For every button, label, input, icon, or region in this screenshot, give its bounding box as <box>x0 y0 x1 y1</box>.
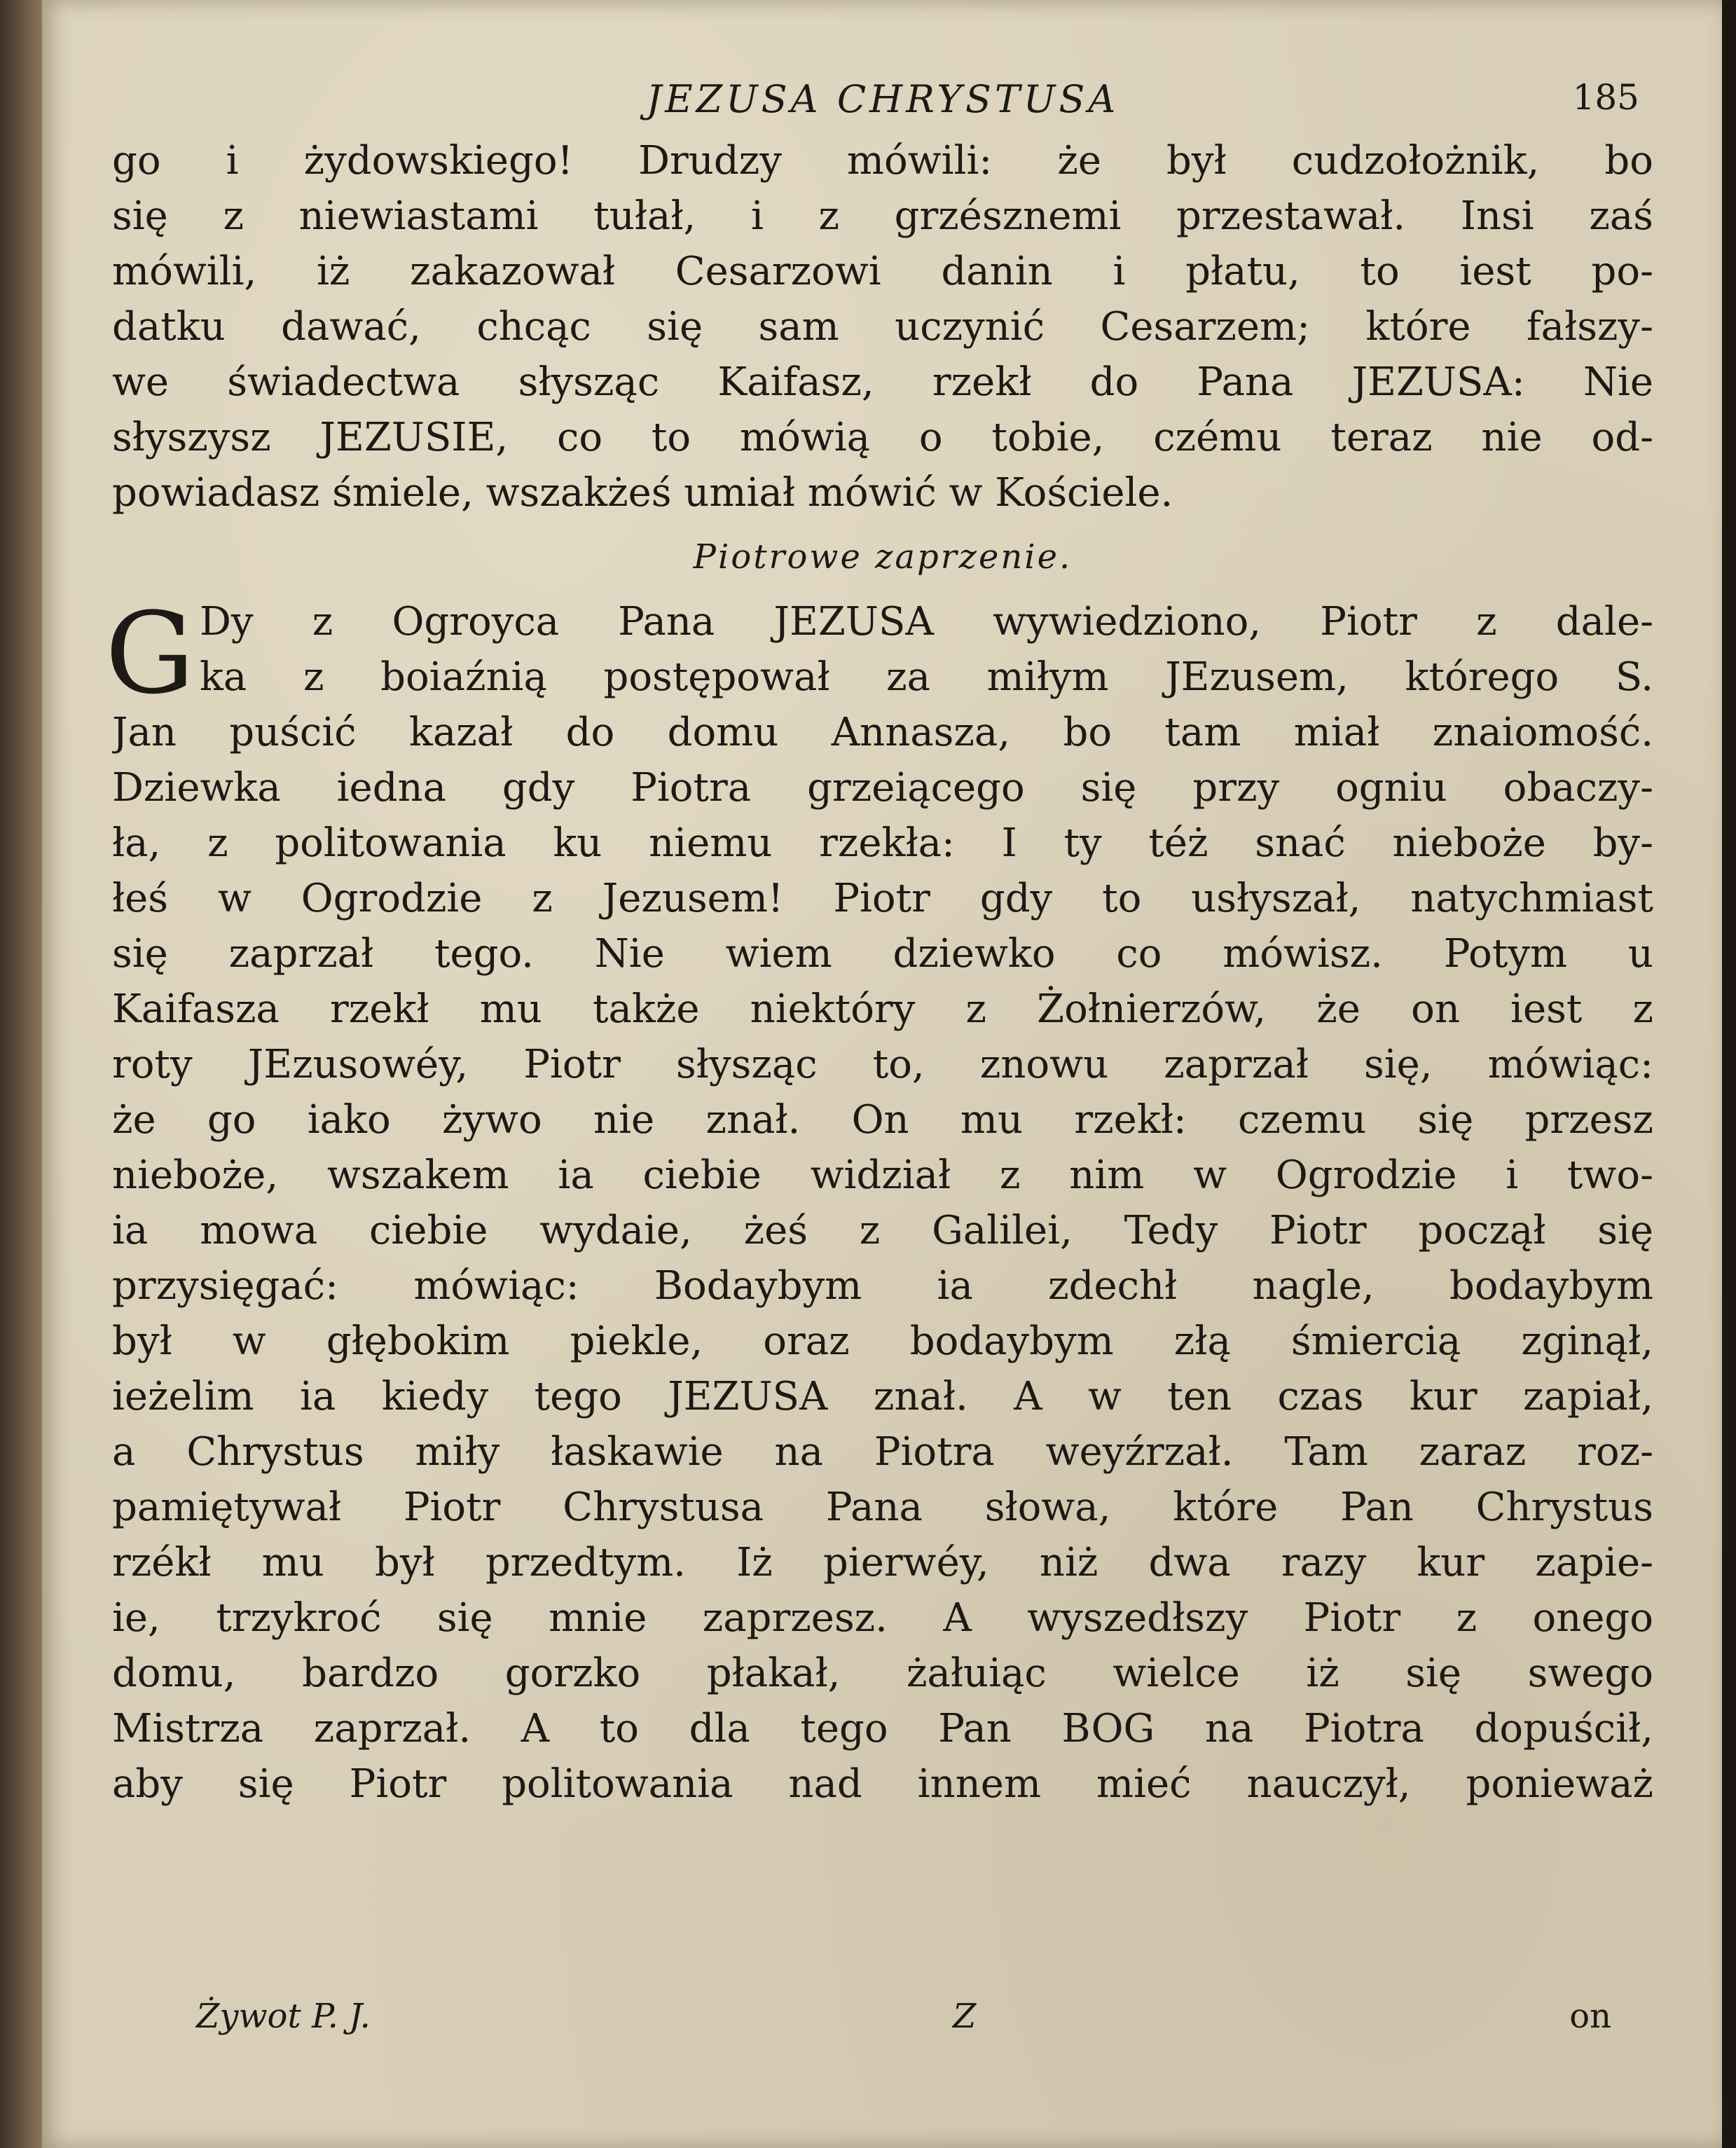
text-line: przysięgać: mówiąc: Bodaybym ia zdechł nagle, bodaybym <box>112 1263 1653 1309</box>
book-page <box>42 0 1722 2148</box>
text-line: ie, trzykroć się mnie zaprzesz. A wyszedłszy Piotr z onego <box>112 1595 1653 1641</box>
gathering-mark: Z <box>953 1997 977 2036</box>
drop-capital: G <box>105 588 195 719</box>
text-line: ka z boiaźnią postępował za miłym JEzusem, którego S. <box>200 654 1653 700</box>
scan-edge <box>1722 0 1736 2148</box>
book-gutter <box>0 0 42 2148</box>
text-line: ieżelim ia kiedy tego JEZUSA znał. A w ten czas kur zapiał, <box>112 1374 1653 1419</box>
text-line: go i żydowskiego! Drudzy mówili: że był cudzołożnik, bo <box>112 138 1653 184</box>
text-line: się z niewiastami tułał, i z grzésznemi przestawał. Insi zaś <box>112 193 1653 239</box>
text-line: we świadectwa słysząc Kaifasz, rzekł do Pana JEZUSA: Nie <box>112 359 1653 405</box>
text-line: że go iako żywo nie znał. On mu rzekł: czemu się przesz <box>112 1097 1653 1143</box>
catchword: on <box>1569 1997 1611 2036</box>
text-line: ła, z politowania ku niemu rzekła: I ty téż snać nieboże by- <box>112 820 1653 866</box>
text-line: datku dawać, chcąc się sam uczynić Cesarzem; które fałszy- <box>112 304 1653 350</box>
text-line: mówili, iż zakazował Cesarzowi danin i płatu, to iest po- <box>112 249 1653 294</box>
text-line: Dziewka iedna gdy Piotra grzeiącego się przy ogniu obaczy- <box>112 765 1653 811</box>
dropcap-line <box>112 649 1653 705</box>
text-line: ia mowa ciebie wydaie, żeś z Galilei, Tedy Piotr począł się <box>112 1208 1653 1253</box>
text-line: Mistrza zaprzał. A to dla tego Pan BOG na Piotra dopuścił, <box>112 1706 1653 1751</box>
section-title: Piotrowe zaprzenie. <box>693 537 1073 577</box>
text-line: a Chrystus miły łaskawie na Piotra weyźrzał. Tam zaraz roz- <box>112 1429 1653 1475</box>
paragraph-2 <box>105 588 1653 1812</box>
text-line: Jan puścić kazał do domu Annasza, bo tam miał znaiomość. <box>112 710 1653 755</box>
text-line: łeś w Ogrodzie z Jezusem! Piotr gdy to usłyszał, natychmiast <box>112 876 1653 921</box>
page-footer <box>112 1997 1653 2046</box>
text-line: Dy z Ogroyca Pana JEZUSA wywiedziono, Piotr z dale- <box>200 599 1653 645</box>
signature-mark: Żywot P. J. <box>196 1997 371 2036</box>
text-line: Kaifasza rzekł mu także niektóry z Żołnierzów, że on iest z <box>112 986 1653 1032</box>
text-line: się zaprzał tego. Nie wiem dziewko co mówisz. Potym u <box>112 931 1653 977</box>
text-line: powiadasz śmiele, wszakżeś umiał mówić w Kościele. <box>112 470 1173 516</box>
page-text <box>105 133 1653 1812</box>
text-line: domu, bardzo gorzko płakał, żałuiąc wielce iż się swego <box>112 1651 1653 1696</box>
text-line: nieboże, wszakem ia ciebie widział z nim w Ogrodzie i two- <box>112 1152 1653 1198</box>
text-line: słyszysz JEZUSIE, co to mówią o tobie, czému teraz nie od- <box>112 415 1653 460</box>
text-line: był w głębokim piekle, oraz bodaybym złą śmiercią zginął, <box>112 1319 1653 1364</box>
paragraph-1 <box>112 133 1653 521</box>
page-header <box>112 70 1653 126</box>
page-number: 185 <box>1572 77 1639 118</box>
text-line: aby się Piotr politowania nad innem mieć nauczył, ponieważ <box>112 1761 1653 1807</box>
text-line: rzékł mu był przedtym. Iż pierwéy, niż dwa razy kur zapie- <box>112 1540 1653 1585</box>
text-line: pamiętywał Piotr Chrystusa Pana słowa, które Pan Chrystus <box>112 1485 1653 1530</box>
running-head: JEZUSA CHRYSTUSA <box>646 77 1120 121</box>
text-line: roty JEzusowéy, Piotr słysząc to, znowu zaprzał się, mówiąc: <box>112 1042 1653 1087</box>
